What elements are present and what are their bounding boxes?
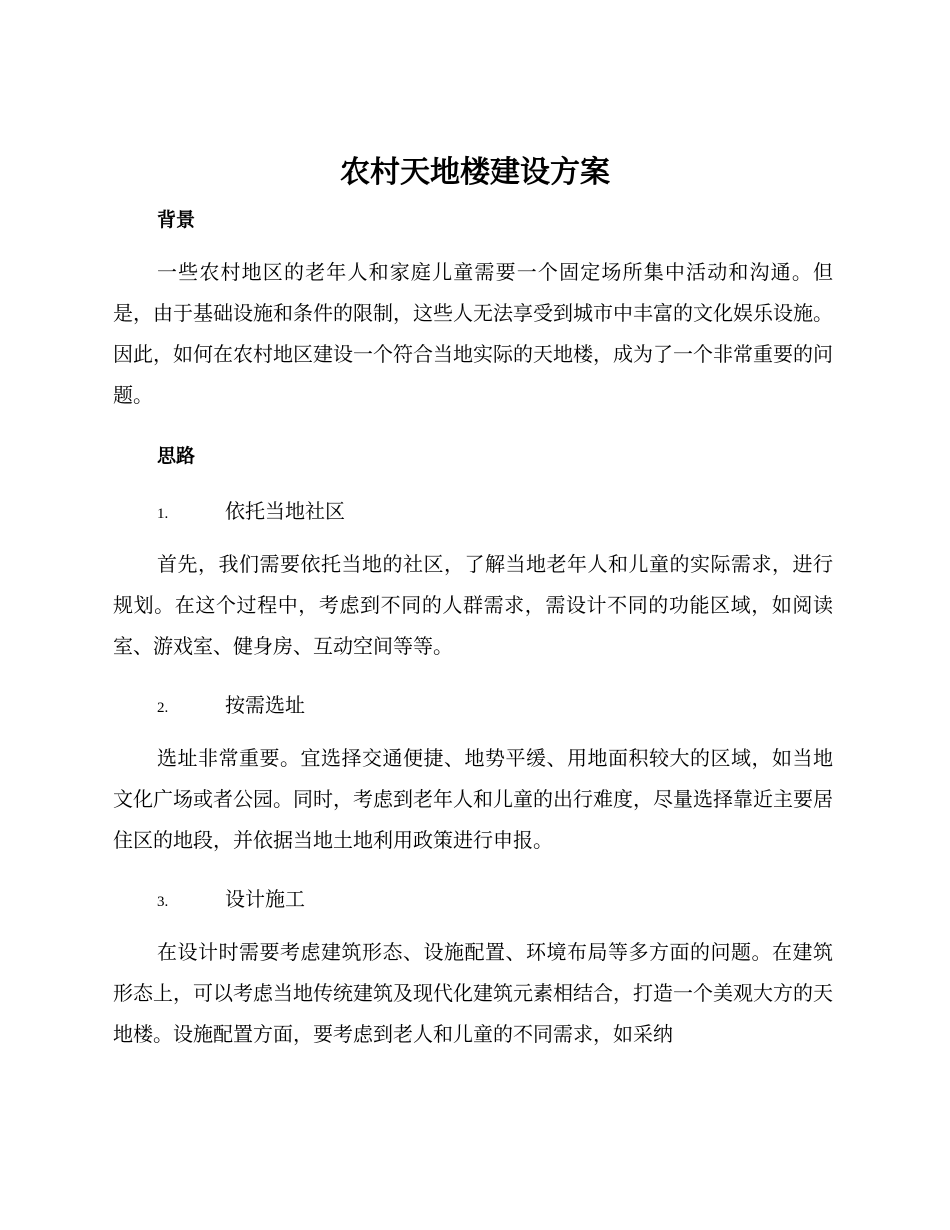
list-item-title: 按需选址 (225, 693, 305, 717)
list-item-number: 1. (157, 506, 169, 522)
list-item-paragraph: 选址非常重要。宜选择交通便捷、地势平缓、用地面积较大的区域，如当地文化广场或者公园。同时，考虑到老年人和儿童的出行难度，尽量选择靠近主要居住区的地段，并依据当地土地利用政策进行申报。 (113, 746, 833, 852)
document-title: 农村天地楼建设方案 (340, 155, 610, 190)
list-item-3 (157, 885, 305, 916)
background-paragraph: 一些农村地区的老年人和家庭儿童需要一个固定场所集中活动和沟通。但是，由于基础设施和条件的限制，这些人无法享受到城市中丰富的文化娱乐设施。因此，如何在农村地区建设一个符合当地实际的天地楼，成为了一个非常重要的问题。 (113, 260, 833, 407)
list-item-number: 3. (157, 894, 169, 910)
list-item-2 (157, 691, 305, 722)
section-heading-approach: 思路 (157, 445, 196, 467)
list-item-paragraph: 在设计时需要考虑建筑形态、设施配置、环境布局等多方面的问题。在建筑形态上，可以考虑当地传统建筑及现代化建筑元素相结合，打造一个美观大方的天地楼。设施配置方面，要考虑到老人和儿童的不同需求，如采纳 (113, 940, 833, 1046)
list-item-title: 设计施工 (225, 887, 305, 911)
list-item-title: 依托当地社区 (225, 499, 345, 523)
list-item-paragraph: 首先，我们需要依托当地的社区，了解当地老年人和儿童的实际需求，进行规划。在这个过程中，考虑到不同的人群需求，需设计不同的功能区域，如阅读室、游戏室、健身房、互动空间等等。 (113, 552, 833, 658)
list-item-1 (157, 497, 345, 528)
section-heading-background: 背景 (157, 209, 196, 231)
list-item-number: 2. (157, 700, 169, 716)
